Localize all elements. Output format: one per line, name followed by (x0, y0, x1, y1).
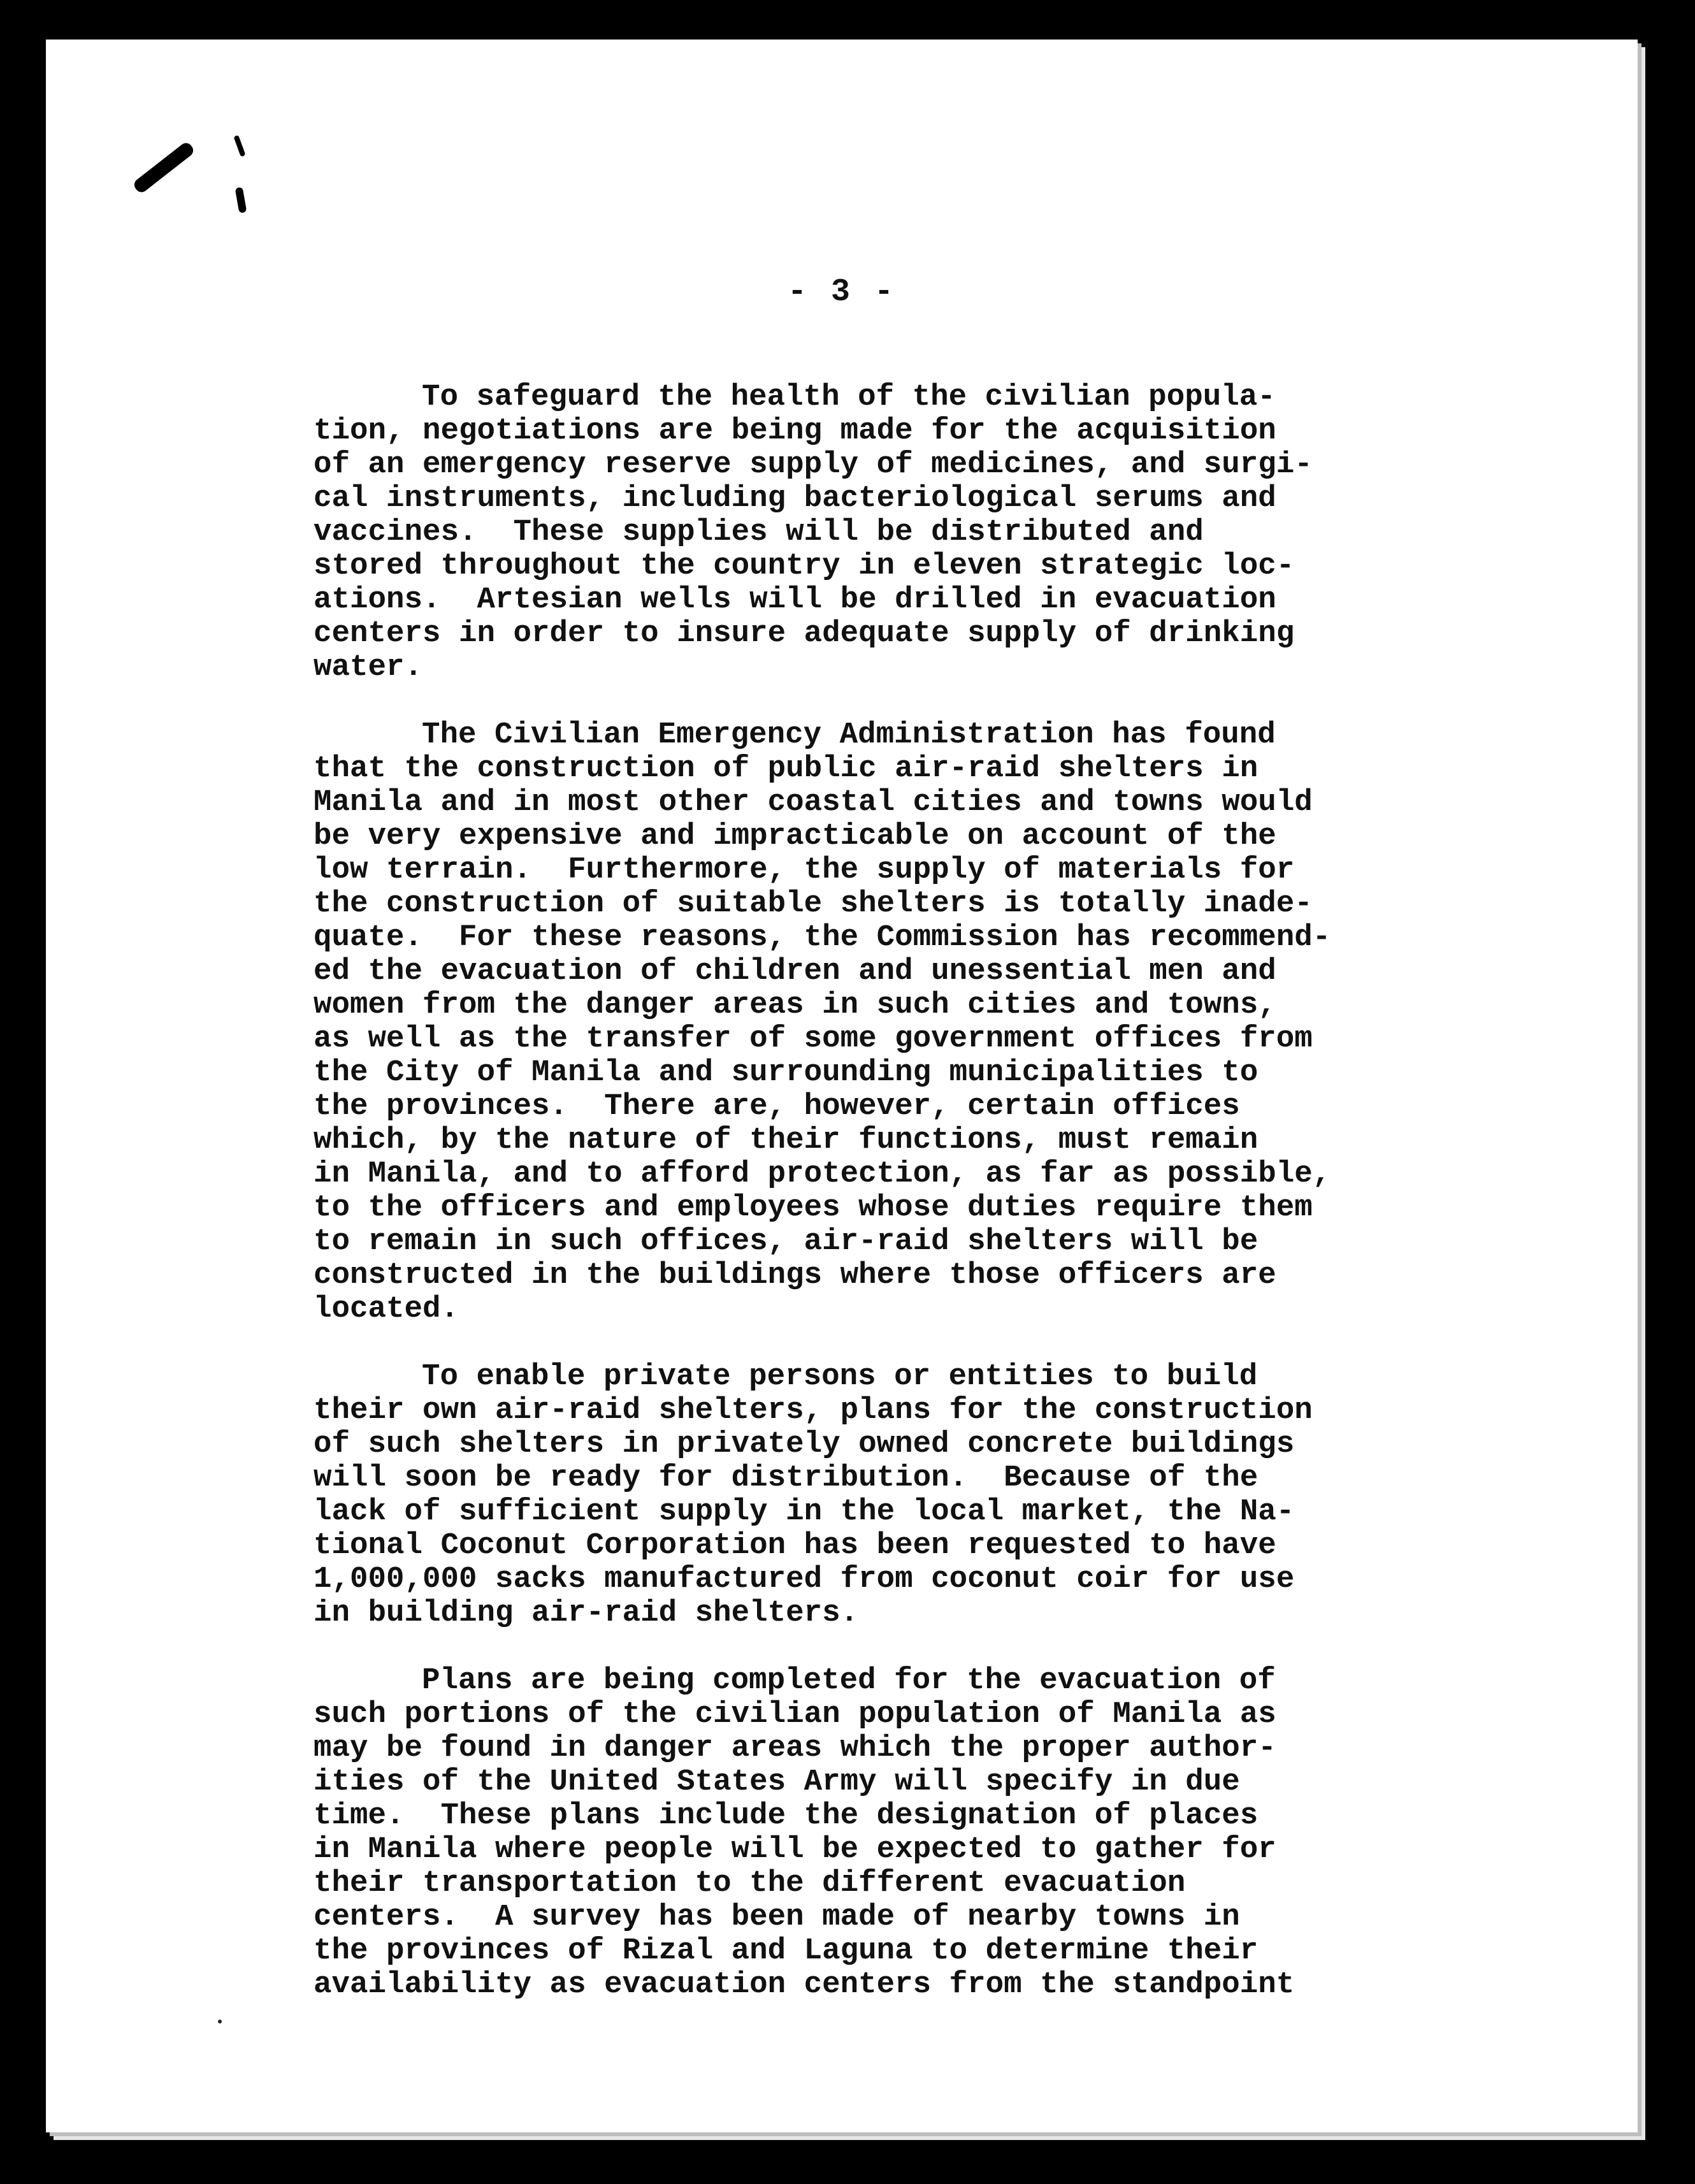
document-body (314, 380, 1461, 2036)
text-line: vaccines. These supplies will be distributed and (314, 515, 1204, 549)
paragraph-evacuation (314, 1664, 1461, 2002)
text-line: as well as the transfer of some government offices from (314, 1022, 1313, 1056)
text-line: water. (314, 650, 423, 684)
text-line: To safeguard the health of the civilian popula- (422, 380, 1276, 414)
page-number: - 3 - (787, 274, 897, 310)
text-line: in building air-raid shelters. (314, 1596, 859, 1630)
text-line: ities of the United States Army will specify in due (314, 1765, 1240, 1799)
text-line: may be found in danger areas which the proper author- (314, 1731, 1276, 1765)
paragraph-shelters (314, 718, 1461, 1326)
text-line: constructed in the buildings where those officers are (314, 1258, 1276, 1292)
text-line: Manila and in most other coastal cities and towns would (314, 785, 1313, 820)
text-line: their own air-raid shelters, plans for the construction (314, 1393, 1313, 1428)
ink-mark (235, 187, 247, 213)
text-line: centers in order to insure adequate supply of drinking (314, 616, 1295, 651)
text-line: that the construction of public air-raid shelters in (314, 751, 1259, 786)
paragraph-health (314, 380, 1461, 684)
text-line: to remain in such offices, air-raid shelters will be (314, 1224, 1259, 1259)
text-line: women from the danger areas in such cities and towns, (314, 988, 1276, 1022)
ink-mark (132, 140, 196, 194)
text-line: their transportation to the different evacuation (314, 1866, 1186, 1900)
text-line: quate. For these reasons, the Commission has recommend- (314, 920, 1331, 955)
text-line: such portions of the civilian population of Manila as (314, 1697, 1276, 1732)
text-line: in Manila, and to afford protection, as far as possible, (314, 1157, 1331, 1191)
text-line: 1,000,000 sacks manufactured from coconut coir for use (314, 1562, 1295, 1596)
text-line: of an emergency reserve supply of medicines, and surgi- (314, 447, 1313, 482)
text-line: the City of Manila and surrounding municipalities to (314, 1055, 1259, 1090)
text-line: be very expensive and impracticable on account of the (314, 819, 1276, 853)
text-line: in Manila where people will be expected to gather for (314, 1832, 1276, 1867)
ink-mark (233, 135, 245, 157)
typewritten-page (46, 40, 1638, 2132)
text-line: of such shelters in privately owned concrete buildings (314, 1427, 1295, 1461)
text-line: stored throughout the country in eleven strategic loc- (314, 549, 1295, 583)
text-line: which, by the nature of their functions, must remain (314, 1123, 1259, 1157)
text-line: tion, negotiations are being made for the acquisition (314, 414, 1276, 448)
margin-speck (218, 2020, 222, 2023)
text-line: ed the evacuation of children and unessential men and (314, 954, 1276, 988)
text-line: the construction of suitable shelters is totally inade- (314, 886, 1313, 921)
text-line: Plans are being completed for the evacuation of (422, 1663, 1276, 1698)
text-line: lack of sufficient supply in the local market, the Na- (314, 1494, 1295, 1529)
text-line: time. These plans include the designation of places (314, 1798, 1259, 1833)
text-line: to the officers and employees whose duties require them (314, 1190, 1313, 1225)
text-line: the provinces of Rizal and Laguna to determine their (314, 1934, 1259, 1968)
text-line: centers. A survey has been made of nearby towns in (314, 1900, 1240, 1934)
text-line: availability as evacuation centers from the standpoint (314, 1967, 1295, 2002)
text-line: cal instruments, including bacteriological serums and (314, 481, 1276, 516)
text-line: The Civilian Emergency Administration has found (422, 718, 1276, 752)
text-line: will soon be ready for distribution. Because of the (314, 1461, 1259, 1495)
text-line: tional Coconut Corporation has been requested to have (314, 1528, 1276, 1563)
text-line: located. (314, 1292, 459, 1326)
text-line: ations. Artesian wells will be drilled in evacuation (314, 582, 1276, 617)
text-line: the provinces. There are, however, certain offices (314, 1089, 1240, 1124)
text-line: low terrain. Furthermore, the supply of materials for (314, 853, 1295, 887)
text-line: To enable private persons or entities to build (422, 1359, 1258, 1394)
paragraph-private-shelters (314, 1360, 1461, 1630)
